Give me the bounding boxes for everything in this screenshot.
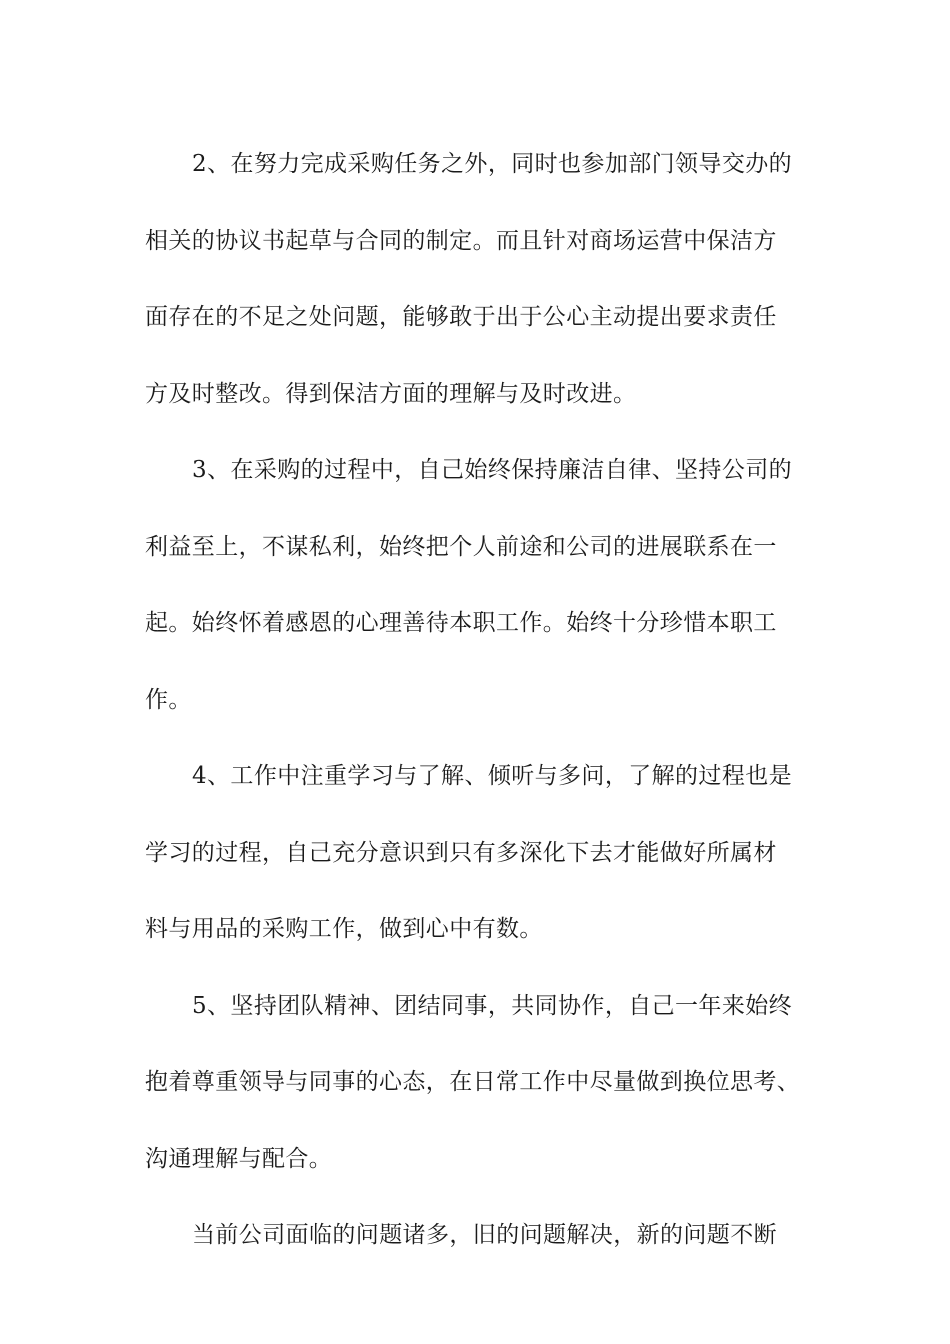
text-line: 3、在采购的过程中，自己始终保持廉洁自律、坚持公司的 <box>192 457 793 483</box>
text-line: 4、工作中注重学习与了解、倾听与多问，了解的过程也是 <box>192 763 793 789</box>
text-line: 沟通理解与配合。 <box>145 1145 333 1172</box>
text-line: 学习的过程，自己充分意识到只有多深化下去才能做好所属材 <box>145 839 777 866</box>
text-line: 起。始终怀着感恩的心理善待本职工作。始终十分珍惜本职工 <box>145 610 777 636</box>
text-line: 利益至上，不谋私利，始终把个人前途和公司的进展联系在一 <box>145 533 777 560</box>
text-line: 相关的协议书起草与合同的制定。而且针对商场运营中保洁方 <box>145 227 777 254</box>
text-line: 面存在的不足之处问题，能够敢于出于公心主动提出要求责任 <box>145 304 777 330</box>
text-line: 2、在努力完成采购任务之外，同时也参加部门领导交办的 <box>192 151 793 177</box>
text-line: 5、坚持团队精神、团结同事，共同协作，自己一年来始终 <box>192 992 793 1019</box>
text-line: 当前公司面临的问题诸多，旧的问题解决，新的问题不断 <box>192 1222 777 1248</box>
document-body <box>145 126 807 1274</box>
text-line: 料与用品的采购工作，做到心中有数。 <box>145 916 543 942</box>
text-line: 作。 <box>145 686 192 713</box>
text-line: 抱着尊重领导与同事的心态，在日常工作中尽量做到换位思考、 <box>145 1069 801 1095</box>
text-line: 方及时整改。得到保洁方面的理解与及时改进。 <box>145 380 637 407</box>
